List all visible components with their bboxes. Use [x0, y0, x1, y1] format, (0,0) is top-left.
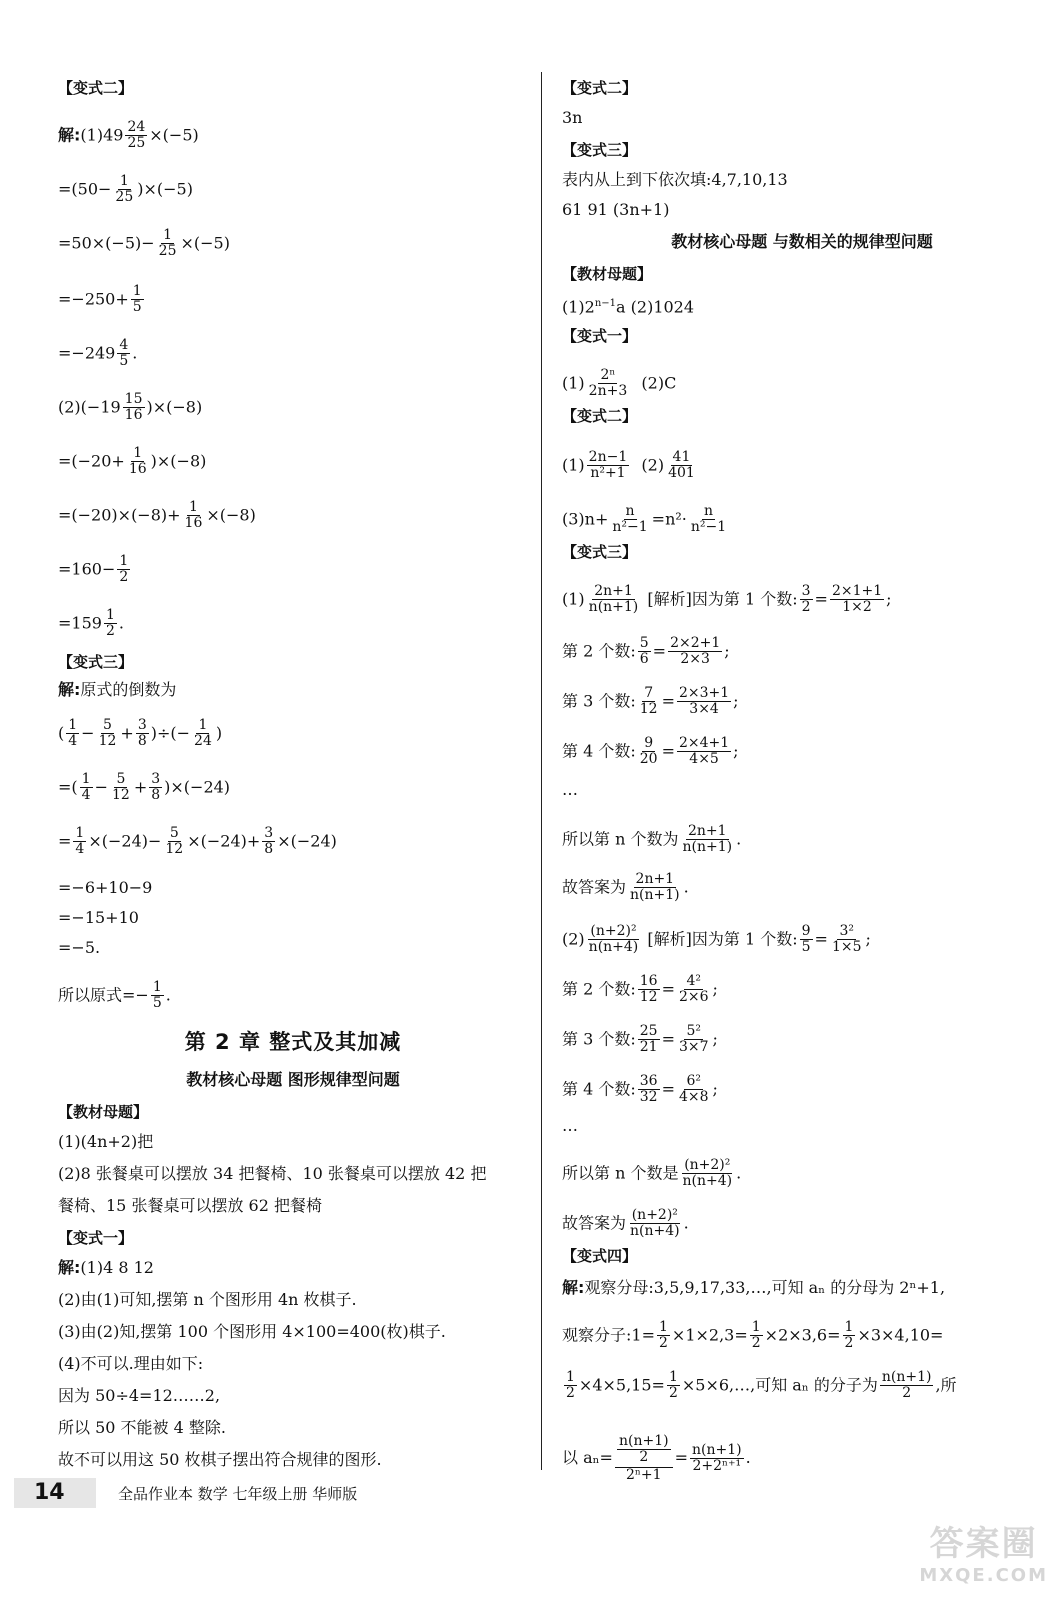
chapter-title: 第 2 章 整式及其加减	[184, 1030, 402, 1054]
r-c3-line-3: 第 3 个数: $\frac{7}{12}$ = $\frac{2\times 3+1}{3\times 4}$ ;	[562, 685, 739, 718]
v3-line-4: = $\frac{1}{4}$ ×(−24)− $\frac{5}{12}$ ×(−24)+ $\frac{3}{8}$ ×(−24)	[58, 825, 337, 858]
v3-line-2: ( $\frac{1}{4}$ − $\frac{5}{12}$ + $\frac{3}{8}$ )÷(− $\frac{1}{24}$ )	[58, 717, 223, 750]
v2-line-2: =(50− $\frac{1}{25}$ )×(−5)	[58, 173, 193, 206]
r-variant-2-label: 【变式二】	[562, 79, 638, 97]
v2-line-9: =160− $\frac{1}{2}$	[58, 553, 129, 586]
book-title: 全品作业本 数学 七年级上册 华师版	[118, 1485, 358, 1503]
r-c4-line-4: 以 aₙ= $\frac{\frac{n(n+1)}{2}}{\text{2ⁿ+1}}$ = $\frac{n(n+1)}{\text{2+2ⁿ⁺¹}}$ .	[562, 1433, 751, 1483]
r-c3-line-7: (2) $\frac{\text{(n+2)²}}{n(n+4)}$ [解析]因为第 1 个数: $\frac{9}{5}$ = $\frac{\text{3²}}{1\times 5}$ ;	[562, 923, 871, 956]
r-c1-line-1: (1) $\frac{\text{2ⁿ}}{2n+3}$ (2)C	[562, 367, 677, 400]
variant-3-label: 【变式三】	[58, 653, 134, 671]
b1-line-1: 解:(1)4 8 12	[58, 1258, 154, 1277]
v3-line-8: 所以原式=− $\frac{1}{5}$ .	[58, 979, 171, 1012]
watermark-logo	[919, 1516, 1048, 1586]
r-variant-4-label: 【变式四】	[562, 1247, 638, 1265]
v3-line-7: =−5.	[58, 938, 101, 957]
r-c2-line-2: (3)n+ $\frac{n}{\text{n²−1}}$ =n²· $\frac{n}{\text{n²−1}}$	[562, 503, 727, 536]
v2-line-7: =(−20+ $\frac{1}{16}$ )×(−8)	[58, 445, 207, 478]
b1-line-2: (2)由(1)可知,摆第 n 个图形用 4n 枚棋子.	[58, 1290, 357, 1309]
b1-line-4: (4)不可以.理由如下:	[58, 1354, 204, 1373]
variant-2-label: 【变式二】	[58, 79, 134, 97]
r-v2-line-1: 3n	[562, 108, 583, 127]
r-variant-3-label: 【变式三】	[562, 141, 638, 159]
r-c3-line-5: 所以第 n 个数为 $\frac{2n+1}{n(n+1)}$ .	[562, 823, 742, 856]
v2-line-4: =−250+ $\frac{1}{5}$	[58, 283, 142, 316]
r-variant-3b-label: 【变式三】	[562, 543, 638, 561]
r-variant-1-label: 【变式一】	[562, 327, 638, 345]
watermark-text: 答案圈	[929, 1524, 1038, 1564]
r-c4-line-3: $\frac{1}{2}$ ×4×5,15= $\frac{1}{2}$ ×5×6,…,可知 aₙ 的分子为 $\frac{n(n+1)}{2}$ ,所	[566, 1369, 957, 1402]
section-title-left: 教材核心母题 图形规律型问题	[186, 1070, 400, 1089]
v3-line-1: 解:原式的倒数为	[58, 680, 177, 699]
b1-line-7: 故不可以用这 50 枚棋子摆出符合规律的图形.	[58, 1450, 382, 1469]
r-c3-line-10: 第 4 个数: $\frac{36}{32}$ = $\frac{\text{6²}}{4\times 8}$ ;	[562, 1073, 718, 1106]
section-title-right: 教材核心母题 与数相关的规律型问题	[671, 232, 933, 251]
b1-line-3: (3)由(2)知,摆第 100 个图形用 4×100=400(枚)棋子.	[58, 1322, 446, 1341]
v3-line-3: =( $\frac{1}{4}$ − $\frac{5}{12}$ + $\frac{3}{8}$ )×(−24)	[58, 771, 231, 804]
mt-line-2: (2)8 张餐桌可以摆放 34 把餐椅、10 张餐桌可以摆放 42 把	[58, 1164, 487, 1183]
r-c3-line-12: 故答案为 $\frac{\text{(n+2)²}}{n(n+4)}$ .	[562, 1207, 689, 1240]
r-v3-line-1: 表内从上到下依次填:4,7,10,13	[562, 170, 788, 189]
v3-line-6: =−15+10	[58, 908, 139, 927]
r-c3-line-9: 第 3 个数: $\frac{25}{21}$ = $\frac{\text{5²}}{3\times 7}$ ;	[562, 1023, 718, 1056]
v2-line-3: =50×(−5)− $\frac{1}{25}$ ×(−5)	[58, 227, 230, 260]
r-variant-2b-label: 【变式二】	[562, 407, 638, 425]
r-c2-line-1: (1) $\frac{2n-1}{\text{n²+1}}$ (2) $\frac{41}{401}$	[562, 449, 695, 482]
page-number: 14	[14, 1478, 96, 1508]
r-c3-line-4: 第 4 个数: $\frac{9}{20}$ = $\frac{2\times 4+1}{4\times 5}$ ;	[562, 735, 739, 768]
r-c3-line-2: 第 2 个数: $\frac{5}{6}$ = $\frac{2\times 2+1}{2\times 3}$ ;	[562, 635, 730, 668]
r-c3-line-1: (1) $\frac{2n+1}{n(n+1)}$ [解析]因为第 1 个数: $\frac{3}{2}$ = $\frac{2\times 1+1}{1\times 2}$ ;	[562, 583, 892, 616]
v2-line-5: =−249 $\frac{4}{5}$ .	[58, 337, 138, 370]
r-c4-line-1: 解:观察分母:3,5,9,17,33,…,可知 aₙ 的分母为 2ⁿ+1,	[562, 1278, 946, 1297]
r-c3-line-8: 第 2 个数: $\frac{16}{12}$ = $\frac{\text{4²}}{2\times 6}$ ;	[562, 973, 718, 1006]
v3-line-5: =−6+10−9	[58, 878, 153, 897]
textbook-problem-label: 【教材母题】	[58, 1103, 149, 1121]
v2-line-6: (2)(−19 $\frac{15}{16}$ )×(−8)	[58, 391, 203, 424]
v2-line-10: =159 $\frac{1}{2}$ .	[58, 607, 124, 640]
r-mt-line-1: $(1)2^{n-1}a$ (2)1024	[562, 297, 695, 317]
mt-line-1: (1)(4n+2)把	[58, 1132, 154, 1151]
v2-line-1: 解:(1)49 $\frac{24}{25}$ ×(−5)	[58, 119, 199, 152]
watermark-url: MXQE.COM	[919, 1565, 1048, 1586]
r-c4-line-2: 观察分子:1= $\frac{1}{2}$ ×1×2,3= $\frac{1}{2}$ ×2×3,6= $\frac{1}{2}$ ×3×4,10=	[562, 1319, 944, 1352]
variant-1-label: 【变式一】	[58, 1229, 134, 1247]
r-c3-line-6: 故答案为 $\frac{2n+1}{n(n+1)}$ .	[562, 871, 689, 904]
r-c3-dots-1: …	[562, 780, 578, 799]
r-c3-dots-2: …	[562, 1116, 578, 1135]
r-c3-line-11: 所以第 n 个数是 $\frac{\text{(n+2)²}}{n(n+4)}$ .	[562, 1157, 742, 1190]
r-v3-line-2: 61 91 (3n+1)	[562, 200, 670, 219]
column-divider	[541, 72, 542, 1470]
mt-line-3: 餐椅、15 张餐桌可以摆放 62 把餐椅	[58, 1196, 322, 1215]
b1-line-5: 因为 50÷4=12……2,	[58, 1386, 221, 1405]
b1-line-6: 所以 50 不能被 4 整除.	[58, 1418, 226, 1437]
page-footer	[14, 1478, 534, 1518]
v2-line-8: =(−20)×(−8)+ $\frac{1}{16}$ ×(−8)	[58, 499, 256, 532]
r-textbook-problem-label: 【教材母题】	[562, 265, 653, 283]
